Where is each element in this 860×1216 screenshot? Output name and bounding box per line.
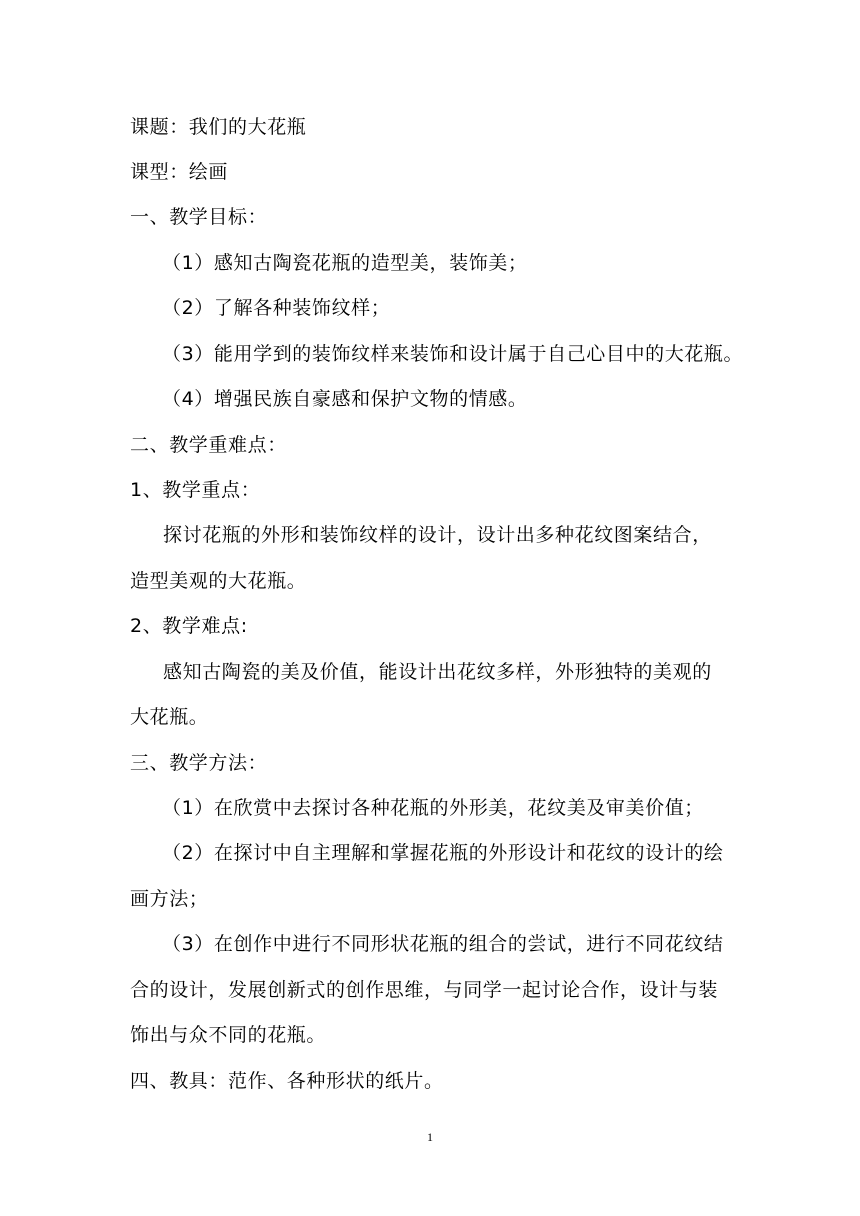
section-heading-objectives: 一、教学目标： [130, 206, 268, 228]
lesson-type: 课型：绘画 [130, 161, 229, 183]
objective-item-1: （1）感知古陶瓷花瓶的造型美，装饰美； [162, 252, 528, 274]
subheading-key-point: 1、教学重点： [130, 479, 261, 501]
method-item-2-continued: 画方法； [130, 888, 209, 910]
difficulty-text: 感知古陶瓷的美及价值，能设计出花纹多样，外形独特的美观的 [163, 661, 712, 683]
objective-item-3: （3）能用学到的装饰纹样来装饰和设计属于自己心目中的大花瓶。 [162, 343, 744, 365]
objective-item-4: （4）增强民族自豪感和保护文物的情感。 [162, 388, 528, 410]
method-item-3: （3）在创作中进行不同形状花瓶的组合的尝试，进行不同花纹结 [162, 933, 724, 955]
page-number: 1 [427, 1130, 433, 1144]
key-point-text-continued: 造型美观的大花瓶。 [130, 570, 307, 592]
difficulty-text-continued: 大花瓶。 [130, 706, 209, 728]
lesson-title: 课题：我们的大花瓶 [130, 116, 307, 138]
objective-item-2: （2）了解各种装饰纹样； [162, 297, 391, 319]
section-heading-methods: 三、教学方法： [130, 752, 268, 774]
section-heading-key-points: 二、教学重难点： [130, 434, 287, 456]
subheading-difficulty: 2、教学难点: [130, 615, 248, 637]
section-heading-teaching-aids: 四、教具：范作、各种形状的纸片。 [130, 1070, 444, 1092]
method-item-3-continued-1: 合的设计，发展创新式的创作思维，与同学一起讨论合作，设计与装 [130, 979, 719, 1001]
method-item-3-continued-2: 饰出与众不同的花瓶。 [130, 1024, 327, 1046]
key-point-text: 探讨花瓶的外形和装饰纹样的设计，设计出多种花纹图案结合， [163, 524, 712, 546]
method-item-2: （2）在探讨中自主理解和掌握花瓶的外形设计和花纹的设计的绘 [162, 842, 724, 864]
method-item-1: （1）在欣赏中去探讨各种花瓶的外形美，花纹美及审美价值； [162, 797, 704, 819]
